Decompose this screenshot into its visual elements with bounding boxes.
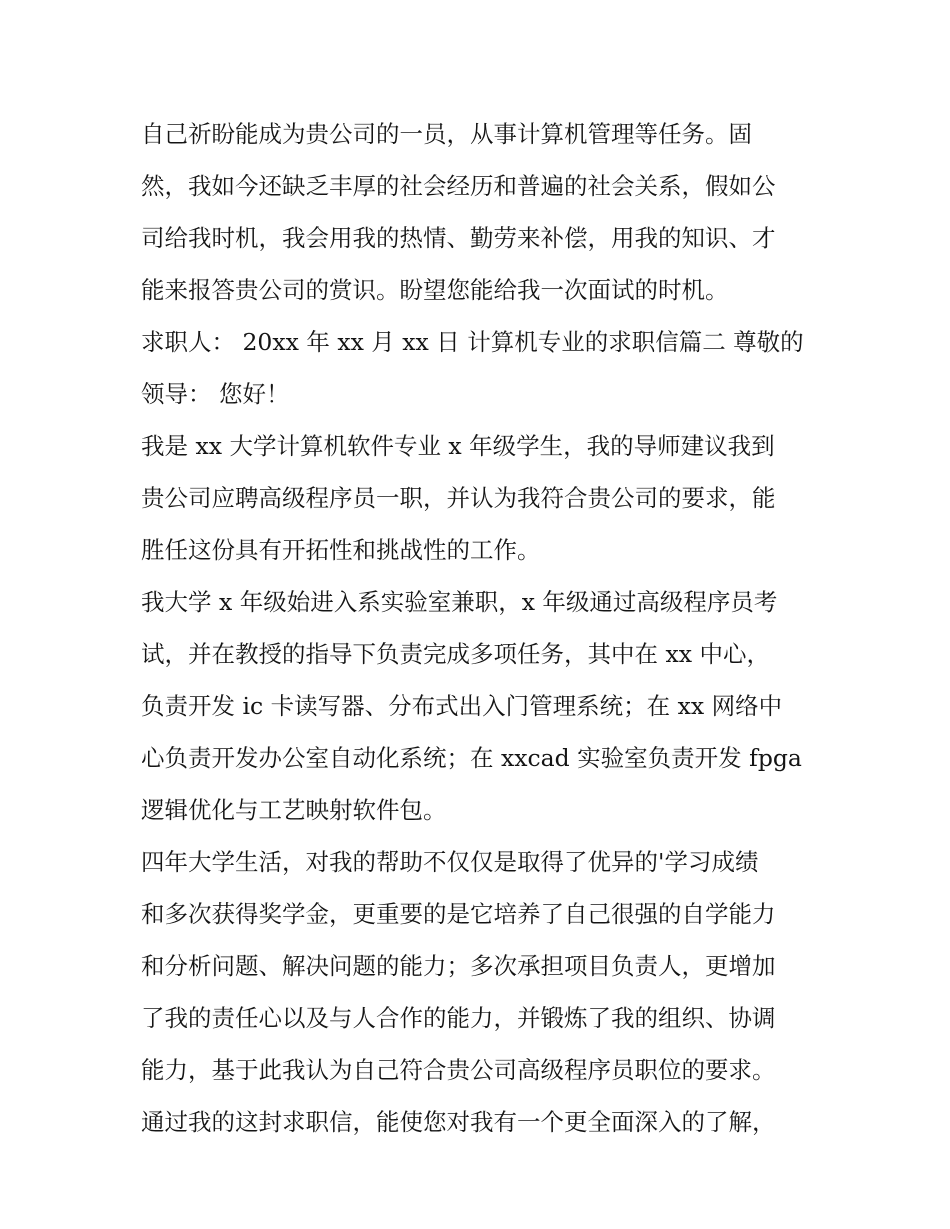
paragraph-closing-hope [141, 108, 821, 316]
text-line: 心负责开发办公室自动化系统；在 xxcad 实验室负责开发 fpga [141, 744, 802, 772]
text-line: 能力，基于此我认为自己符合贵公司高级程序员职位的要求。 [141, 1056, 776, 1084]
text-line: 了我的责任心以及与人合作的能力，并锻炼了我的组织、协调 [141, 1004, 776, 1032]
text-line: 逻辑优化与工艺映射软件包。 [141, 796, 447, 824]
text-line: 能来报答贵公司的赏识。盼望您能给我一次面试的时机。 [141, 276, 729, 304]
text-line: 我是 xx 大学计算机软件专业 x 年级学生，我的导师建议我到 [141, 432, 775, 460]
text-line: 试，并在教授的指导下负责完成多项任务，其中在 xx 中心， [141, 640, 770, 668]
text-line: 领导： 您好！ [141, 380, 290, 408]
text-line: 和多次获得奖学金，更重要的是它培养了自己很强的自学能力 [141, 900, 776, 928]
paragraph-introduction [141, 420, 821, 576]
paragraph-experience [141, 576, 821, 836]
document-body [141, 108, 821, 1148]
text-line: 司给我时机，我会用我的热情、勤劳来补偿，用我的知识、才 [141, 224, 776, 252]
text-line: 我大学 x 年级始进入系实验室兼职，x 年级通过高级程序员考 [141, 588, 778, 616]
text-line: 四年大学生活，对我的帮助不仅仅是取得了优异的'学习成绩 [141, 848, 759, 876]
paragraph-conclusion [141, 1096, 821, 1148]
text-line: 负责开发 ic 卡读写器、分布式出入门管理系统；在 xx 网络中 [141, 692, 783, 720]
text-line: 贵公司应聘高级程序员一职，并认为我符合贵公司的要求，能 [141, 484, 776, 512]
paragraph-signature-and-greeting [141, 316, 821, 420]
text-line: 胜任这份具有开拓性和挑战性的工作。 [141, 536, 541, 564]
paragraph-university-life [141, 836, 821, 1096]
text-line: 通过我的这封求职信，能使您对我有一个更全面深入的了解， [141, 1108, 776, 1136]
text-line: 然，我如今还缺乏丰厚的社会经历和普遍的社会关系，假如公 [141, 172, 776, 200]
text-line: 和分析问题、解决问题的能力；多次承担项目负责人，更增加 [141, 952, 776, 980]
text-line: 求职人： 20xx 年 xx 月 xx 日 计算机专业的求职信篇二 尊敬的 [141, 328, 804, 356]
text-line: 自己祈盼能成为贵公司的一员，从事计算机管理等任务。固 [141, 120, 752, 148]
